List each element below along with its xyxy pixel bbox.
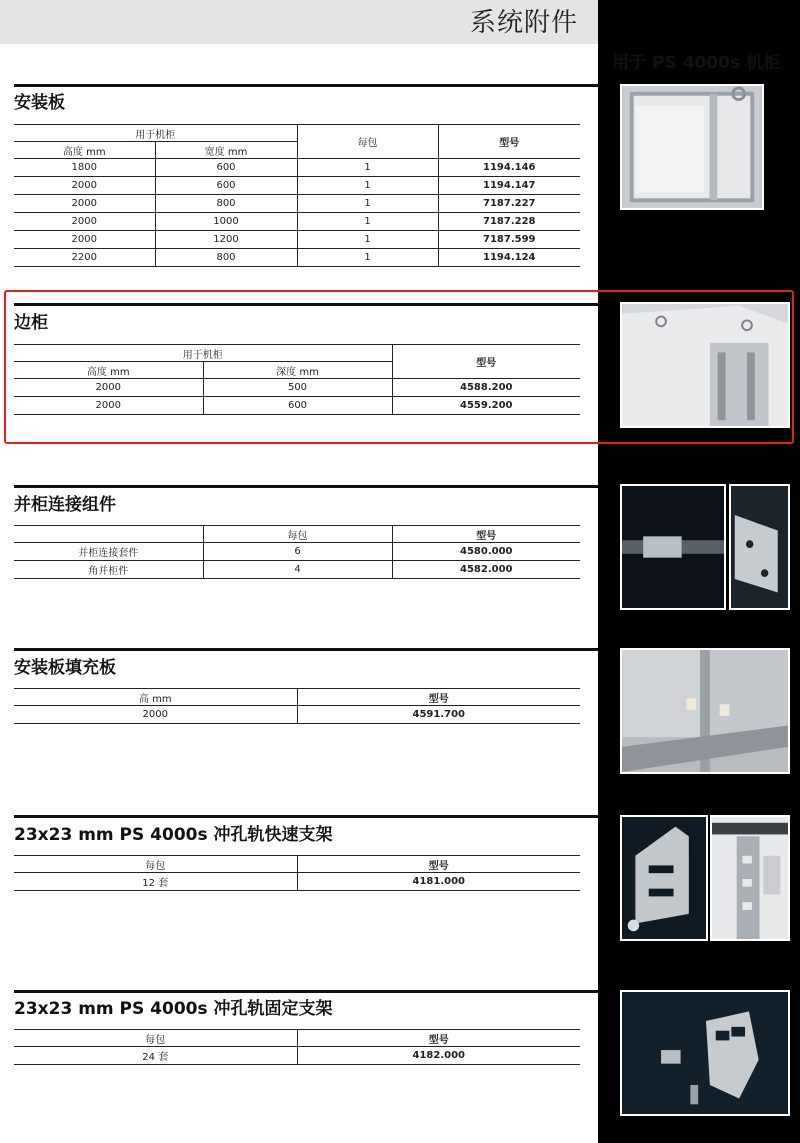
filler-panel-table bbox=[14, 688, 580, 724]
column-header: 型号 bbox=[297, 856, 580, 873]
table-row bbox=[14, 249, 580, 267]
page-subtitle: 用于 PS 4000s 机柜 bbox=[612, 53, 780, 73]
column-header: 型号 bbox=[392, 526, 580, 543]
table-row bbox=[14, 561, 580, 579]
cell: 7187.227 bbox=[438, 195, 580, 213]
baying-kit-table bbox=[14, 525, 580, 579]
cell: 1194.124 bbox=[438, 249, 580, 267]
cell: 4182.000 bbox=[297, 1047, 580, 1065]
cell: 1 bbox=[297, 177, 438, 195]
column-group-header: 用于机柜 bbox=[14, 345, 392, 362]
section-divider bbox=[14, 485, 598, 488]
cell: 2000 bbox=[14, 231, 155, 249]
section-title: 并柜连接组件 bbox=[14, 495, 116, 515]
table-row bbox=[14, 706, 580, 724]
column-header: 高度 mm bbox=[14, 362, 203, 379]
column-header bbox=[14, 526, 203, 543]
cell: 4181.000 bbox=[297, 873, 580, 891]
section-fixed-bracket bbox=[14, 996, 580, 1065]
cell: 1800 bbox=[14, 159, 155, 177]
cell: 并柜连接套件 bbox=[14, 543, 203, 561]
section-divider bbox=[14, 815, 598, 818]
cell: 600 bbox=[155, 159, 297, 177]
cell: 2200 bbox=[14, 249, 155, 267]
column-header: 每包 bbox=[14, 1030, 297, 1047]
cell: 1194.147 bbox=[438, 177, 580, 195]
cell: 2000 bbox=[14, 379, 203, 397]
highlight-box bbox=[4, 290, 794, 444]
section-filler-panel bbox=[14, 655, 580, 724]
cell: 2000 bbox=[14, 706, 297, 724]
column-header: 高 mm bbox=[14, 689, 297, 706]
section-baying-kit bbox=[14, 492, 580, 579]
fixed-bracket-table bbox=[14, 1029, 580, 1065]
cell: 600 bbox=[203, 397, 392, 415]
column-header: 深度 mm bbox=[203, 362, 392, 379]
section-divider bbox=[14, 84, 598, 87]
column-header: 高度 mm bbox=[14, 142, 155, 159]
section-title: 23x23 mm PS 4000s 冲孔轨快速支架 bbox=[14, 825, 333, 845]
cell: 800 bbox=[155, 249, 297, 267]
baying-connector-photo bbox=[620, 484, 726, 610]
table-row bbox=[14, 159, 580, 177]
cell: 6 bbox=[203, 543, 392, 561]
corner-baying-photo bbox=[729, 484, 790, 610]
section-title: 安装板 bbox=[14, 93, 65, 113]
section-title: 边柜 bbox=[14, 313, 48, 333]
cell: 1 bbox=[297, 231, 438, 249]
cell: 7187.599 bbox=[438, 231, 580, 249]
cell: 4580.000 bbox=[392, 543, 580, 561]
page-title: 系统附件 bbox=[469, 8, 578, 38]
table-row bbox=[14, 231, 580, 249]
column-header: 型号 bbox=[438, 125, 580, 159]
section-title: 安装板填充板 bbox=[14, 658, 116, 678]
section-divider bbox=[14, 990, 598, 993]
cell: 4559.200 bbox=[392, 397, 580, 415]
section-title: 23x23 mm PS 4000s 冲孔轨固定支架 bbox=[14, 999, 333, 1019]
cell: 4588.200 bbox=[392, 379, 580, 397]
table-row bbox=[14, 873, 580, 891]
quick-bracket-table bbox=[14, 855, 580, 891]
fixed-bracket-photo bbox=[620, 990, 790, 1116]
column-header: 每包 bbox=[14, 856, 297, 873]
section-divider bbox=[14, 648, 598, 651]
mounting-plate-photo bbox=[620, 84, 764, 210]
header-band bbox=[0, 0, 598, 44]
cell: 1 bbox=[297, 249, 438, 267]
cell: 2000 bbox=[14, 177, 155, 195]
column-header: 每包 bbox=[203, 526, 392, 543]
cell: 1200 bbox=[155, 231, 297, 249]
cell: 角并柜件 bbox=[14, 561, 203, 579]
column-header: 型号 bbox=[297, 1030, 580, 1047]
cell: 600 bbox=[155, 177, 297, 195]
cell: 800 bbox=[155, 195, 297, 213]
cell: 2000 bbox=[14, 213, 155, 231]
quick-bracket-photo bbox=[620, 815, 708, 941]
table-row bbox=[14, 1047, 580, 1065]
table-row bbox=[14, 195, 580, 213]
column-header: 宽度 mm bbox=[155, 142, 297, 159]
cell: 1000 bbox=[155, 213, 297, 231]
cell: 12 套 bbox=[14, 873, 297, 891]
cell: 4582.000 bbox=[392, 561, 580, 579]
cell: 7187.228 bbox=[438, 213, 580, 231]
table-row bbox=[14, 213, 580, 231]
cell: 2000 bbox=[14, 195, 155, 213]
cell: 4591.700 bbox=[297, 706, 580, 724]
cell: 500 bbox=[203, 379, 392, 397]
column-header: 型号 bbox=[297, 689, 580, 706]
cell: 4 bbox=[203, 561, 392, 579]
cell: 1 bbox=[297, 159, 438, 177]
table-row bbox=[14, 543, 580, 561]
cell: 1 bbox=[297, 213, 438, 231]
filler-panel-photo bbox=[620, 648, 790, 774]
punched-rail-photo bbox=[710, 815, 790, 941]
column-group-header: 用于机柜 bbox=[14, 125, 297, 142]
section-mounting-plate bbox=[14, 90, 580, 267]
mounting-plate-table bbox=[14, 124, 580, 267]
cell: 1 bbox=[297, 195, 438, 213]
section-quick-bracket bbox=[14, 822, 580, 891]
column-header: 型号 bbox=[392, 345, 580, 379]
cell: 1194.146 bbox=[438, 159, 580, 177]
cell: 24 套 bbox=[14, 1047, 297, 1065]
column-header: 每包 bbox=[297, 125, 438, 159]
table-row bbox=[14, 177, 580, 195]
cell: 2000 bbox=[14, 397, 203, 415]
